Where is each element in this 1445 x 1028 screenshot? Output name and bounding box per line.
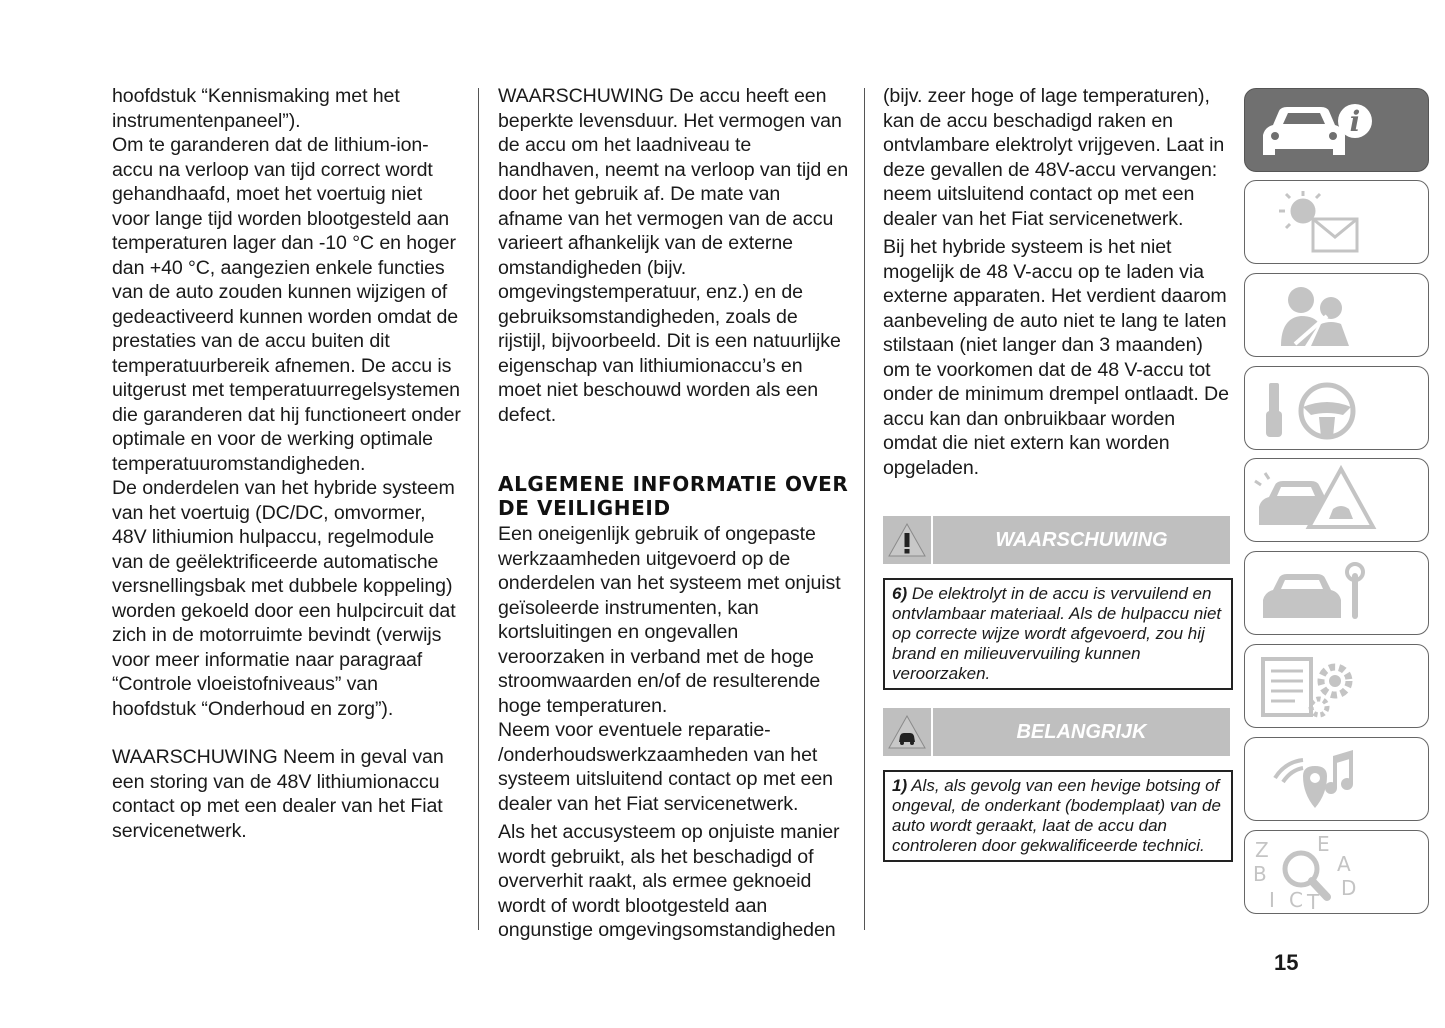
index-letter: D [1341,876,1357,900]
note-text: Als, als gevolg van een hevige botsing of ongeval, de onderkant (bodemplaat) van de auto wordt geraakt, laat de accu dan controleren door gekwalificeerde technici. [892,776,1221,855]
paragraph: (bijv. zeer hoge of lage temperaturen), kan de accu beschadigd raken en ontvlambare elektrolyt vrijgeven. Laat in deze gevallen de 48V-accu vervangen: neem uitsluitend contact op met een dealer van het Fiat servicenetwerk. [883,85,1225,230]
paragraph: hoofdstuk “Kennismaking met het instrumentenpaneel”). [112,85,400,132]
column-divider [864,88,865,930]
paragraph: Een oneigenlijk gebruik of ongepaste werkzaamheden uitgevoerd op de onderdelen van het systeem met onjuist geïsoleerde instrumenten, kan kortsluitingen en ongevallen veroorzaken in verband met de hoge stroomwaarden en/of de resulterende hoge temperaturen. [498,523,841,717]
chapter-tab-index[interactable] [1244,830,1429,914]
paragraph: Bij het hybride systeem is het niet mogelijk de 48 V-accu op te laden via externe apparaten. Het verdient daarom aanbeveling de auto niet te lang te laten stilstaan (niet langer dan 3 maanden) om te voorkomen dat de 48 V-accu tot onder de minimum drempel ontlaadt. De accu kan dan onbruikbaar worden omdat die niet extern kan worden opgeladen. [883,236,1229,479]
chapter-tab-emergency[interactable] [1244,458,1429,542]
chapter-tab-safety[interactable] [1244,273,1429,357]
paragraph: WAARSCHUWING De accu heeft een beperkte levensduur. Het vermogen van de accu om het laadniveau te handhaven, neemt na verloop van tijd en door het gebruik af. De mate van afname van het vermogen van de accu varieert afhankelijk van de externe omstandigheden (bijv. omgevingstemperatuur, enz.) en de gebruiksomstandigheden, zoals de rijstijl, bijvoorbeeld. Dit is een natuurlijke eigenschap van lithiumionaccu’s en moet niet beschouwd worden als een defect. [498,85,849,426]
car-triangle-icon [883,708,933,756]
chapter-tab-warning-lights[interactable] [1244,180,1429,264]
index-letter: C [1289,888,1303,912]
warning-triangle-icon [883,516,933,564]
paragraph: Neem voor eventuele reparatie- /onderhoudswerkzaamheden van het systeem uitsluitend contact op met een dealer van het Fiat servicenetwerk. [498,719,833,815]
important-bar [883,708,1230,756]
chapter-tab-car-info[interactable] [1244,88,1429,172]
column-divider [478,88,479,930]
technical-data-icon [1245,645,1430,729]
section-heading: ALGEMENE INFORMATIE OVER DE VEILIGHEID [498,472,849,520]
index-letter: B [1253,862,1267,886]
text-column-3 [883,84,1231,480]
index-letter: A [1337,852,1351,876]
paragraph: Om te garanderen dat de lithium-ion-accu na verloop van tijd correct wordt gehandhaafd, moet het voertuig niet voor lange tijd worden blootgesteld aan temperaturen lager dan -10 °C en hoger dan +40 °C, aangezien enkele functies van de auto zouden kunnen wijzigen of gedeactiveerd kunnen worden omdat de prestaties van de accu buiten dit temperatuurbereik afnemen. De accu is uitgerust met temperatuurregelsystemen die garanderen dat hij functioneert onder optimale en voor de werking optimale temperatuuromstandigheden. [112,134,461,475]
index-letter: I [1269,888,1275,912]
warning-lights-messages-icon [1245,181,1430,265]
note-number: 1) [892,776,908,795]
index-letter: Z [1255,838,1269,862]
car-info-icon [1245,89,1430,173]
chapter-tab-technical-data[interactable] [1244,644,1429,728]
multimedia-icon [1245,738,1430,822]
important-label: BELANGRIJK [1016,721,1147,743]
safety-airbag-icon [1245,274,1430,358]
chapter-tab-driving[interactable] [1244,366,1429,450]
index-letter: E [1317,832,1330,856]
warning-label: WAARSCHUWING [995,529,1168,551]
emergency-icon [1245,459,1430,543]
warning-bar [883,516,1230,564]
text-column-2 [498,84,850,943]
chapter-tab-maintenance[interactable] [1244,551,1429,635]
index-letter: T [1307,890,1320,914]
note-number: 6) [892,584,908,603]
paragraph: Als het accusysteem op onjuiste manier wordt gebruikt, als het beschadigd of oververhit raakt, als ermee geknoeid wordt of wordt blootgesteld aan ongunstige omgevingsomstandigheden [498,821,840,941]
svg-text:i: i [1349,105,1361,138]
important-note [883,770,1233,862]
index-icon [1245,831,1430,915]
note-text: De elektrolyt in de accu is vervuilend en ontvlambaar materiaal. Als de hulpaccu niet op correcte wijze wordt afgevoerd, zou hij brand en milieuvervuiling kunnen veroorzaken. [892,584,1222,683]
paragraph: WAARSCHUWING Neem in geval van een storing van de 48V lithiumionaccu contact op met een dealer van het Fiat servicenetwerk. [112,746,444,842]
paragraph: De onderdelen van het hybride systeem van het voertuig (DC/DC, omvormer, 48V lithiumion hulpaccu, regelmodule van de geëlektrificeerde automatische versnellingsbak met dubbele koppeling) worden gekoeld door een hulpcircuit dat zich in de motorruimte bevindt (verwijs voor meer informatie naar paragraaf “Controle vloeistofniveaus” van hoofdstuk “Onderhoud en zorg”). [112,477,456,720]
chapter-tab-multimedia[interactable] [1244,737,1429,821]
warning-note [883,578,1233,690]
maintenance-icon [1245,552,1430,636]
page-number: 15 [1274,950,1299,975]
starting-driving-icon [1245,367,1430,451]
text-column-1 [112,84,464,843]
